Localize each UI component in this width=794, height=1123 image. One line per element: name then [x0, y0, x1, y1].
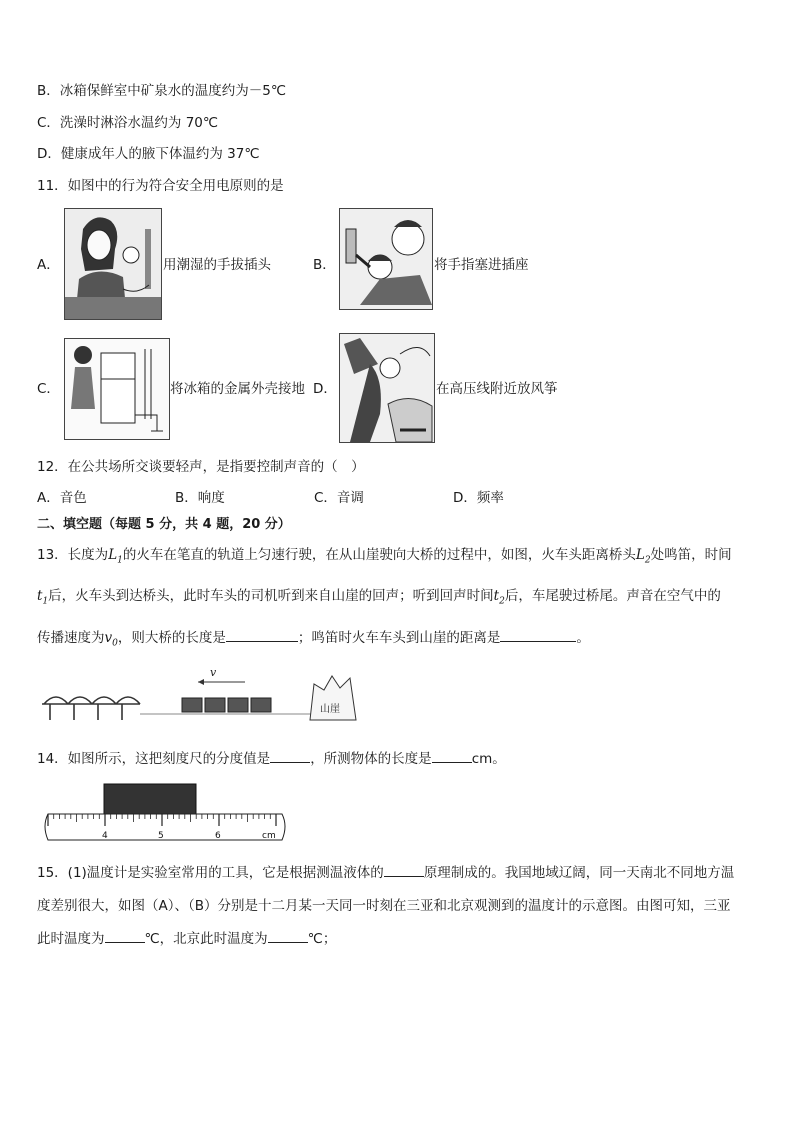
q15-blank-sanya-temp[interactable] [105, 928, 145, 943]
q13-blank-bridge-length[interactable] [226, 627, 298, 642]
child-finger-socket-illustration [340, 209, 432, 309]
q11-option-c-image [64, 338, 170, 440]
q11-stem: 11．如图中的行为符合安全用电原则的是 [37, 178, 284, 194]
q13-blank-cliff-distance[interactable] [500, 627, 576, 642]
q11-option-a-text: 用潮湿的手拔插头 [163, 257, 271, 273]
q12-stem: 12．在公共场所交谈要轻声，是指要控制声音的（ ） [37, 459, 365, 475]
q13-train-figure [40, 664, 370, 726]
q11-option-b-image [339, 208, 433, 310]
q10-option-d: D．健康成年人的腋下体温约为 37℃ [37, 146, 260, 162]
train [182, 698, 271, 712]
q11-option-b-letter: B． [313, 257, 336, 273]
q15-text: ℃，北京此时温度为 [144, 931, 268, 947]
q14-stem [37, 748, 506, 769]
q13-line-2 [37, 586, 721, 612]
q15-text: 15．(1)温度计是实验室常用的工具，它是根据测温液体的 [37, 865, 384, 881]
q15-line-3 [37, 928, 336, 949]
q15-line-1 [37, 862, 734, 883]
q10-option-b: B．冰箱保鲜室中矿泉水的温度约为－5℃ [37, 83, 287, 99]
q14-blank-division[interactable] [270, 748, 310, 763]
symbol-L2: $L_2$ [635, 547, 651, 566]
q12-option-b: B．响度 [175, 490, 225, 506]
q15-text: ℃； [307, 931, 337, 947]
ruler-label-6: 6 [215, 831, 221, 841]
cliff-label: 山崖 [320, 704, 340, 715]
q15-text: 此时温度为 [37, 931, 105, 947]
q11-option-c-letter: C． [37, 381, 60, 397]
q15-blank-beijing-temp[interactable] [268, 928, 308, 943]
q11-option-a-image [64, 208, 162, 320]
section-title-fill-blank: 二、填空题（每题 5 分，共 4 题，20 分） [37, 517, 291, 532]
q10-option-c: C．洗澡时淋浴水温约为 70℃ [37, 115, 219, 131]
q14-ruler-figure [40, 778, 290, 846]
q13-line-1 [37, 545, 732, 571]
symbol-L1: $L_1$ [108, 547, 123, 566]
q13-line-3 [37, 627, 590, 654]
q13-text: 处鸣笛，时间 [650, 547, 732, 563]
q13-text: 后，车尾驶过桥尾。声音在空气中的 [504, 588, 721, 604]
q13-text: 传播速度为 [37, 630, 105, 646]
q13-text: 后，火车头到达桥头，此时车头的司机听到来自山崖的回声；听到回声时间 [48, 588, 494, 604]
bridge [42, 697, 140, 720]
q13-text: ；鸣笛时火车车头到山崖的距离是 [297, 630, 501, 646]
q11-option-d-text: 在高压线附近放风筝 [436, 381, 558, 397]
q15-line-2: 度差别很大，如图（A）、（B）分别是十二月某一天同一时刻在三亚和北京观测到的温度计的示意图。由图可知，三亚 [37, 898, 731, 914]
woman-unplugging-illustration [65, 209, 161, 319]
q14-blank-length[interactable] [432, 748, 472, 763]
ruler-label-4: 4 [102, 831, 108, 841]
q11-option-c-text: 将冰箱的金属外壳接地 [170, 381, 305, 397]
q11-option-d-letter: D． [313, 381, 337, 397]
measured-object [104, 784, 196, 814]
q11-option-b-text: 将手指塞进插座 [434, 257, 529, 273]
q12-option-c: C．音调 [314, 490, 364, 506]
q12-option-d: D．频率 [453, 490, 504, 506]
symbol-t1: $t_1$ [37, 588, 49, 607]
q15-text: 原理制成的。我国地域辽阔，同一天南北不同地方温 [423, 865, 735, 881]
ruler-label-5: 5 [158, 831, 164, 841]
fridge-grounding-illustration [65, 339, 169, 439]
q14-text: cm。 [471, 751, 506, 767]
symbol-t2: $t_2$ [493, 588, 505, 607]
q11-option-d-image [339, 333, 435, 443]
q13-text: 13．长度为 [37, 547, 109, 563]
q13-text: 的火车在笔直的轨道上匀速行驶，在从山崖驶向大桥的过程中，如图，火车头距离桥头 [122, 547, 636, 563]
q12-option-a: A．音色 [37, 490, 87, 506]
q13-text: ，则大桥的长度是 [117, 630, 226, 646]
symbol-v0: $v_0$ [104, 630, 118, 649]
kite-powerline-illustration [340, 334, 434, 442]
ruler-body [45, 814, 285, 840]
velocity-label: v [210, 666, 217, 679]
q15-blank-principle[interactable] [384, 862, 424, 877]
q13-text: 。 [576, 630, 590, 646]
ruler-unit: cm [262, 831, 276, 841]
q14-text: 14．如图所示，这把刻度尺的分度值是 [37, 751, 271, 767]
q14-text: ，所测物体的长度是 [310, 751, 432, 767]
q11-option-a-letter: A． [37, 257, 60, 273]
